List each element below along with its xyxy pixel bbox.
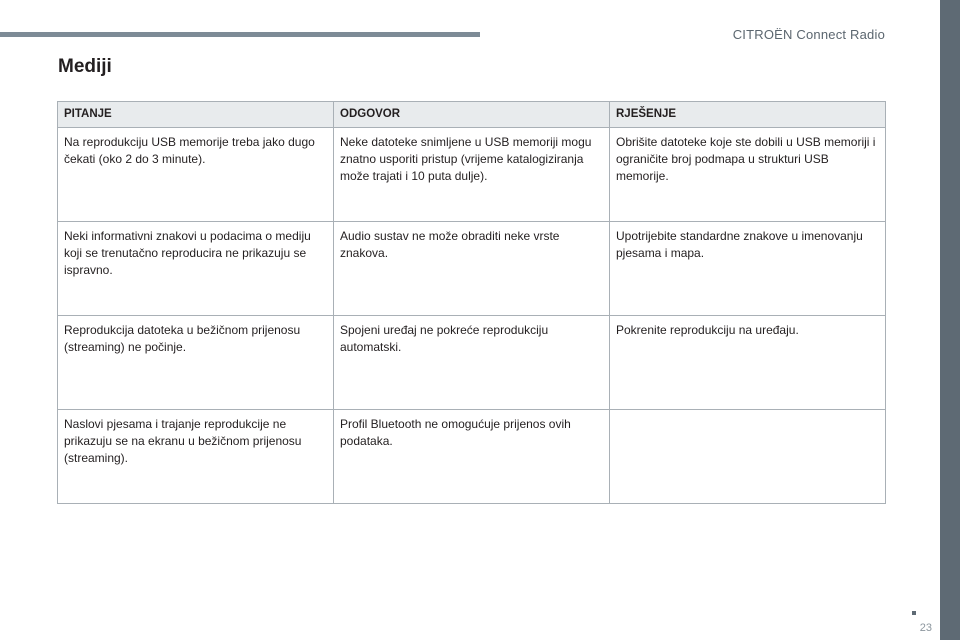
column-header-question: PITANJE — [58, 102, 334, 128]
header-rule — [0, 32, 480, 37]
solution-cell: Obrišite datoteke koje ste dobili u USB memoriji i ograničite broj podmapa u strukturi USB memorije. — [610, 128, 886, 222]
column-header-answer: ODGOVOR — [334, 102, 610, 128]
side-edge-bar — [940, 0, 960, 640]
brand-label: CITROËN Connect Radio — [732, 27, 885, 42]
table-header-row — [58, 102, 886, 128]
table-row — [58, 222, 886, 316]
solution-cell: Pokrenite reprodukciju na uređaju. — [610, 316, 886, 410]
answer-cell: Spojeni uređaj ne pokreće reprodukciju automatski. — [334, 316, 610, 410]
answer-cell: Neke datoteke snimljene u USB memoriji mogu znatno usporiti pristup (vrijeme katalogiziranja može trajati i 10 puta dulje). — [334, 128, 610, 222]
table-row — [58, 128, 886, 222]
page-title: Mediji — [58, 56, 112, 77]
table-row — [58, 316, 886, 410]
table-row — [58, 410, 886, 504]
answer-cell: Audio sustav ne može obraditi neke vrste znakova. — [334, 222, 610, 316]
question-cell: Neki informativni znakovi u podacima o mediju koji se trenutačno reproducira ne prikazuju se ispravno. — [58, 222, 334, 316]
question-cell: Na reprodukciju USB memorije treba jako dugo čekati (oko 2 do 3 minute). — [58, 128, 334, 222]
solution-cell: Upotrijebite standardne znakove u imenovanju pjesama i mapa. — [610, 222, 886, 316]
faq-table — [57, 101, 886, 504]
question-cell: Naslovi pjesama i trajanje reprodukcije ne prikazuju se na ekranu u bežičnom prijenosu (streaming). — [58, 410, 334, 504]
question-cell: Reprodukcija datoteka u bežičnom prijenosu (streaming) ne počinje. — [58, 316, 334, 410]
column-header-solution: RJEŠENJE — [610, 102, 886, 128]
solution-cell — [610, 410, 886, 504]
page-number: 23 — [919, 622, 932, 634]
answer-cell: Profil Bluetooth ne omogućuje prijenos ovih podataka. — [334, 410, 610, 504]
page-marker-dot — [912, 611, 916, 615]
